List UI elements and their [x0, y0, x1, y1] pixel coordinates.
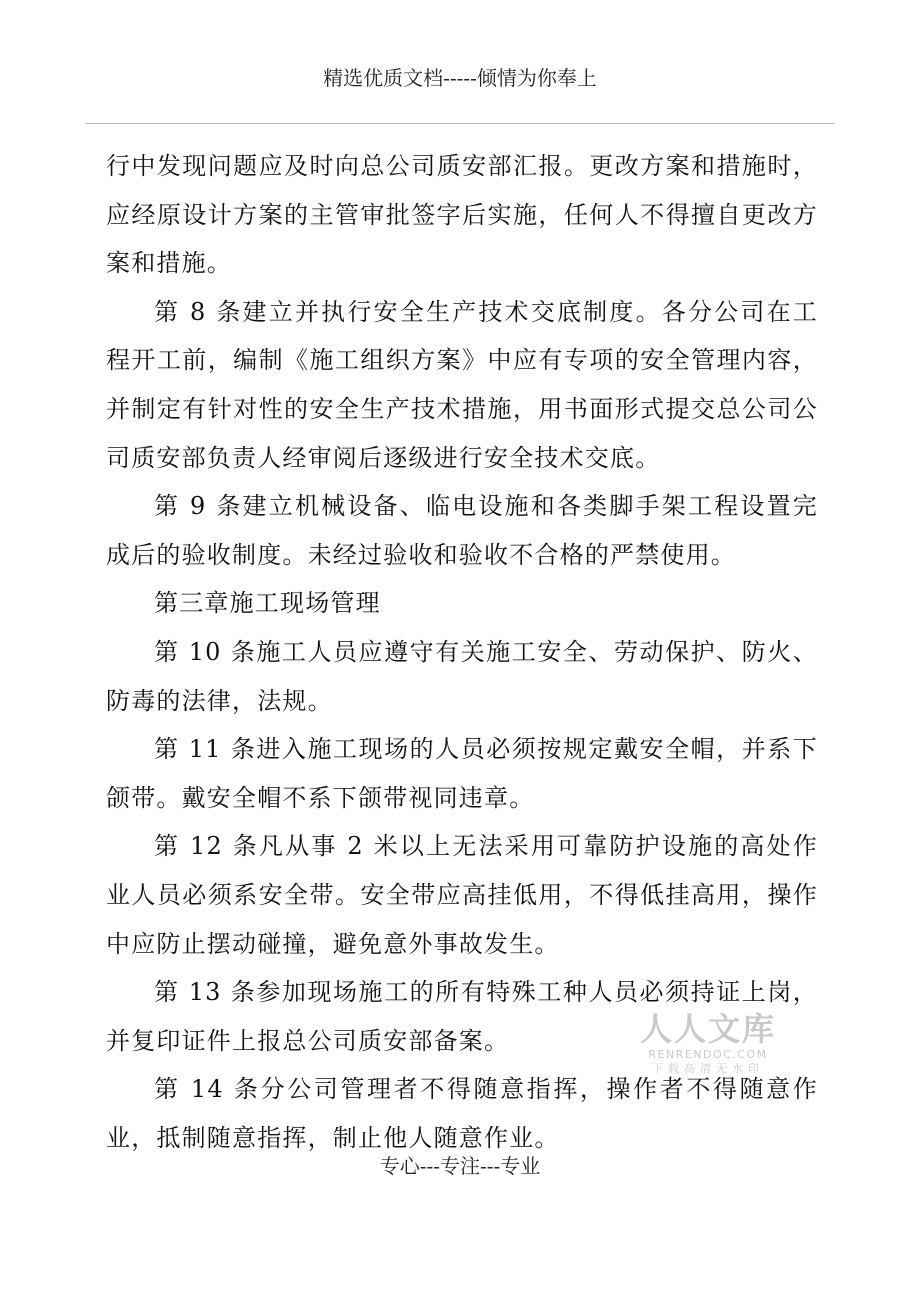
watermark-url: RENRENDOC.COM — [648, 1048, 768, 1061]
page-header: 精选优质文档-----倾情为你奉上 — [323, 66, 597, 90]
paragraph-article-11: 第 11 条进入施工现场的人员必须按规定戴安全帽，并系下颌带。戴安全帽不系下颌带视同违章。 — [106, 735, 818, 812]
watermark-title: 人人文库 — [639, 1010, 776, 1048]
chapter-heading: 第三章施工现场管理 — [154, 589, 381, 618]
page-footer: 专心---专注---专业 — [379, 1154, 541, 1178]
paragraph-article-12: 第 12 条凡从事 2 米以上无法采用可靠防护设施的高处作业人员必须系安全带。安全带应高挂低用，不得低挂高用，操作中应防止摆动碰撞，避免意外事故发生。 — [106, 832, 818, 958]
header-divider — [86, 123, 834, 124]
paragraph-article-14: 第 14 条分公司管理者不得随意指挥，操作者不得随意作业，抵制随意指挥，制止他人随意作业。 — [106, 1075, 818, 1152]
paragraph-article-8: 第 8 条建立并执行安全生产技术交底制度。各分公司在工程开工前，编制《施工组织方案》中应有专项的安全管理内容，并制定有针对性的安全生产技术措施，用书面形式提交总公司公司质安部负责人经审阅后逐级进行安全技术交底。 — [106, 297, 818, 472]
watermark-subtitle: 下载高清无水印 — [652, 1062, 764, 1075]
paragraph-article-10: 第 10 条施工人员应遵守有关施工安全、劳动保护、防火、防毒的法律，法规。 — [106, 637, 818, 715]
paragraph-article-13: 第 13 条参加现场施工的所有特殊工种人员必须持证上岗，并复印证件上报总公司质安部备案。 — [106, 978, 818, 1055]
paragraph-continuation: 行中发现问题应及时向总公司质安部汇报。更改方案和措施时，应经原设计方案的主管审批签字后实施，任何人不得擅自更改方案和措施。 — [106, 152, 818, 278]
document-body — [106, 142, 818, 1162]
paragraph-article-9: 第 9 条建立机械设备、临电设施和各类脚手架工程设置完成后的验收制度。未经过验收和验收不合格的严禁使用。 — [106, 492, 818, 569]
